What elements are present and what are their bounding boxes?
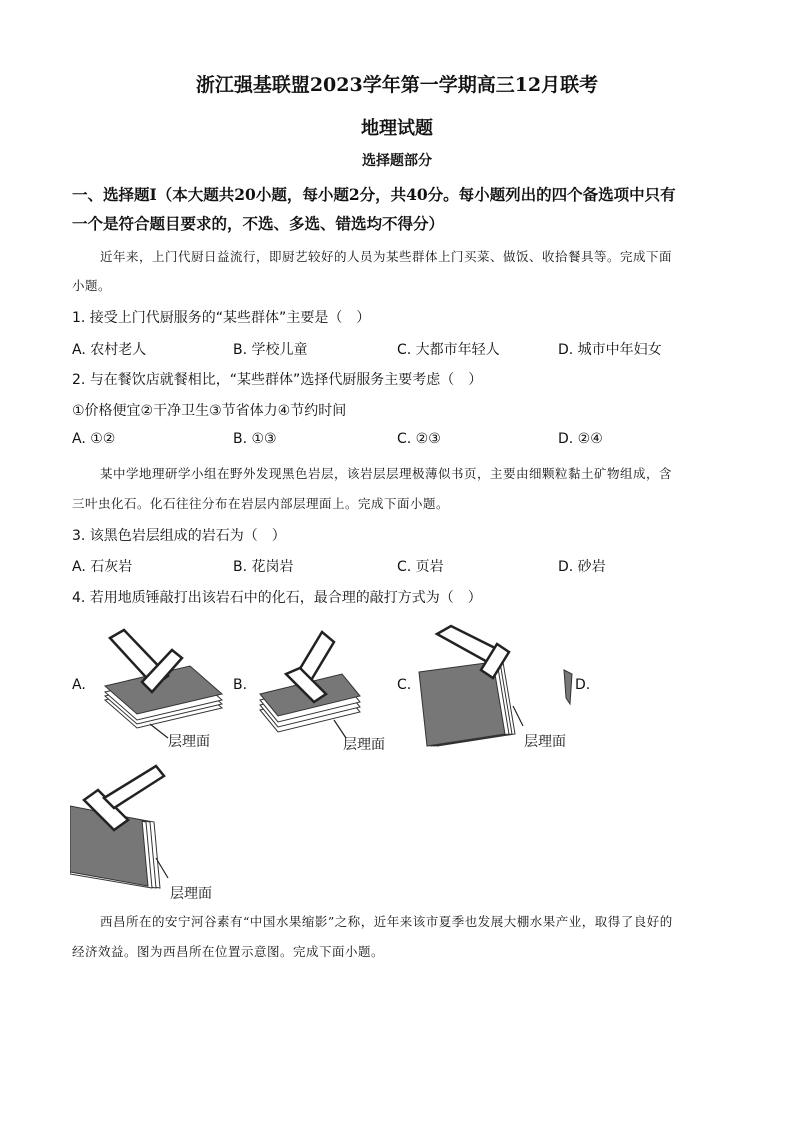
q2-items: ①价格便宜②干净卫生③节省体力④节约时间: [72, 403, 347, 419]
q4-figure-b-label: B.: [233, 677, 248, 693]
q4-figure-d-layer-label: 层理面: [170, 886, 212, 902]
intro2-line1: 某中学地理研学小组在野外发现黑色岩层，该岩层层理极薄似书页，主要由细颗粒黏土矿物组成，含: [100, 466, 673, 481]
q2-option-b: B. ①③: [233, 431, 277, 447]
q4-figure-a: [90, 628, 240, 758]
q4-figure-d-label: D.: [575, 677, 591, 693]
q1-option-b: B. 学校儿童: [233, 342, 308, 358]
intro1-line2: 小题。: [72, 278, 112, 293]
q2-option-a: A. ①②: [72, 431, 116, 447]
q3-option-d: D. 砂岩: [558, 559, 606, 575]
q1-option-d: D. 城市中年妇女: [558, 342, 662, 358]
q4-figure-d-fragment: [562, 668, 574, 708]
q2-option-d: D. ②④: [558, 431, 603, 447]
intro3-line2: 经济效益。图为西昌所在位置示意图。完成下面小题。: [72, 944, 385, 959]
q3-stem: 3. 该黑色岩层组成的岩石为（ ）: [72, 528, 286, 544]
section-heading-line2: 一个是符合题目要求的，不选、多选、错选均不得分）: [72, 214, 445, 233]
rock-layers-icon: [419, 662, 515, 746]
intro3-line1: 西昌所在的安宁河谷素有“中国水果缩影”之称，近年来该市夏季也发展大棚水果产业，取得了良好的: [100, 914, 673, 929]
part-heading: 选择题部分: [362, 153, 432, 169]
q3-option-b: B. 花岗岩: [233, 559, 294, 575]
q4-figure-a-layer-label: 层理面: [168, 734, 210, 750]
q4-figure-c-label: C.: [397, 677, 412, 693]
q1-option-a: A. 农村老人: [72, 342, 147, 358]
section-heading-line1: 一、选择题Ⅰ（本大题共20小题，每小题2分，共40分。每小题列出的四个备选项中只有: [72, 185, 676, 204]
q3-option-c: C. 页岩: [397, 559, 444, 575]
exam-subject: 地理试题: [361, 118, 433, 139]
q2-stem: 2. 与在餐饮店就餐相比，“某些群体”选择代厨服务主要考虑（ ）: [72, 372, 483, 388]
exam-title: 浙江强基联盟2023学年第一学期高三12月联考: [195, 74, 599, 96]
intro1-line1: 近年来，上门代厨日益流行，即厨艺较好的人员为某些群体上门买菜、做饭、收拾餐具等。完成下面: [100, 249, 673, 264]
q3-option-a: A. 石灰岩: [72, 559, 133, 575]
intro2-line2: 三叶虫化石。化石往往分布在岩层内部层理面上。完成下面小题。: [72, 496, 450, 511]
q2-option-c: C. ②③: [397, 431, 441, 447]
q1-option-c: C. 大都市年轻人: [397, 342, 500, 358]
q4-figure-b-layer-label: 层理面: [343, 737, 385, 753]
q4-figure-a-label: A.: [72, 677, 86, 693]
q4-figure-c-layer-label: 层理面: [524, 734, 566, 750]
q4-figure-d: [70, 758, 240, 898]
q4-stem: 4. 若用地质锤敲打出该岩石中的化石，最合理的敲打方式为（ ）: [72, 590, 482, 606]
q1-stem: 1. 接受上门代厨服务的“某些群体”主要是（ ）: [72, 310, 371, 326]
